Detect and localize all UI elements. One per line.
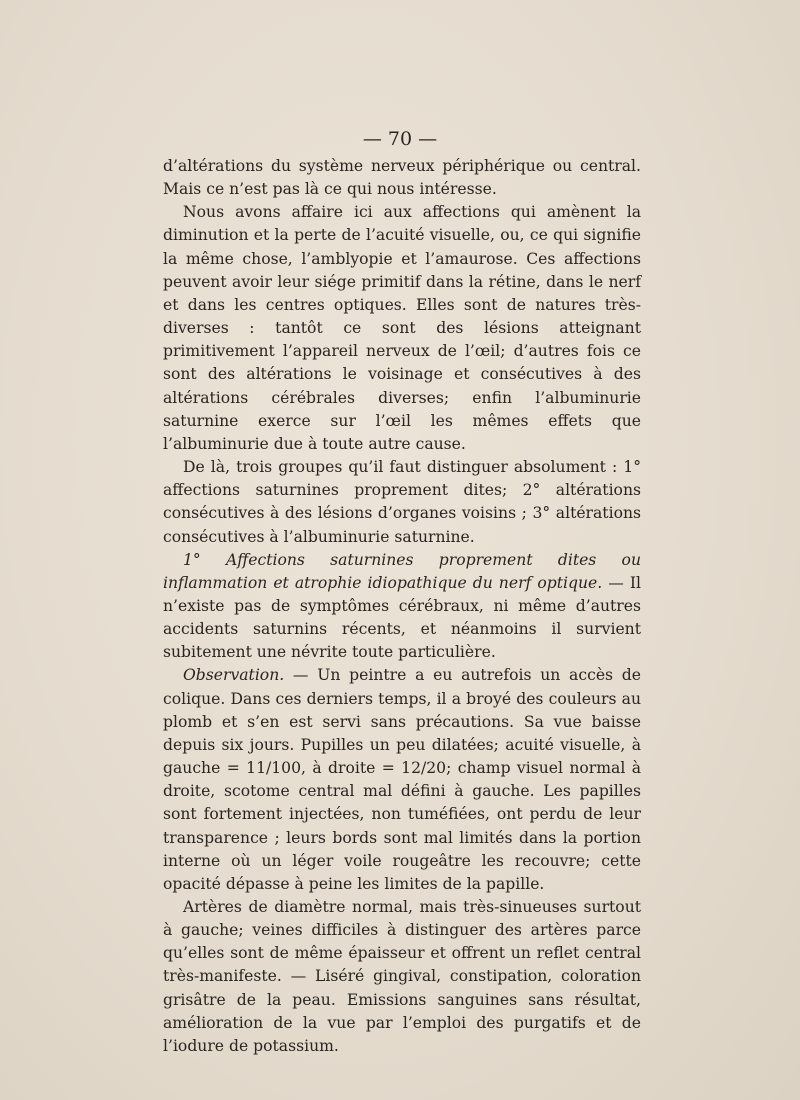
paragraph-3: De là, trois groupes qu’il faut distinguer absolument : 1° affections saturnines proprement dites; 2° altérations consécutives à des lésions d’organes voisins ; 3° altérations consécutives à l’albuminurie saturnine.: [163, 458, 641, 546]
observation-body: — Un peintre a eu autrefois un accès de colique. Dans ces derniers temps, il a broyé des couleurs au plomb et s’en est servi sans précautions. Sa vue baisse depuis six jours. Pupilles un peu dilatées; acuité visuelle, à gauche = 11/100, à droite = 12/20; champ visuel normal à droite, scotome central mal défini à gauche. Les papilles sont fortement injectées, non tuméfiées, ont perdu de leur transparence ; leurs bords sont mal limités dans la portion interne où un léger voile rougeâtre les recouvre; cette opacité dépasse à peine les limites de la papille.: [163, 666, 641, 893]
section-body: — Il n’existe pas de symptômes cérébraux, ni même d’autres accidents saturnins récents, et néanmoins il survient subitement une névrite toute particulière.: [163, 573, 642, 662]
section-heading: 1° Affections saturnines proprement dites ou inflammation et atrophie idiopathique du nerf optique.: [163, 550, 641, 592]
paragraph-4: [163, 549, 641, 665]
paragraph-2: Nous avons affaire ici aux affections qui amènent la diminution et la perte de l’acuité visuelle, ou, ce qui signifie la même chose, l’amblyopie et l’amaurose. Ces affections peuvent avoir leur siége primitif dans la rétine, dans le nerf et dans les centres optiques. Elles sont de natures très-diverses : tantôt ce sont des lésions atteignant primitivement l’appareil nerveux de l’œil; d’autres fois ce sont des altérations le voisinage et consécutives à des altérations cérébrales diverses; enfin l’albuminurie saturnine exerce sur l’œil les mêmes effets que l’albuminurie due à toute autre cause.: [163, 203, 641, 453]
paragraph-5: [163, 664, 641, 896]
paragraph-1: d’altérations du système nerveux périphérique ou central. Mais ce n’est pas là ce qui nous intéresse.: [163, 157, 641, 199]
body-text: [163, 155, 641, 1058]
paragraph-6: Artères de diamètre normal, mais très-sinueuses surtout à gauche; veines difficiles à distinguer des artères parce qu’elles sont de même épaisseur et offrent un reflet central très-manifeste. — Liséré gingival, constipation, coloration grisâtre de la peau. Emissions sanguines sans résultat, amélioration de la vue par l’emploi des purgatifs et de l’iodure de potassium.: [163, 898, 641, 1055]
observation-heading: Observation.: [183, 666, 285, 685]
page-number: — 70 —: [362, 128, 438, 150]
